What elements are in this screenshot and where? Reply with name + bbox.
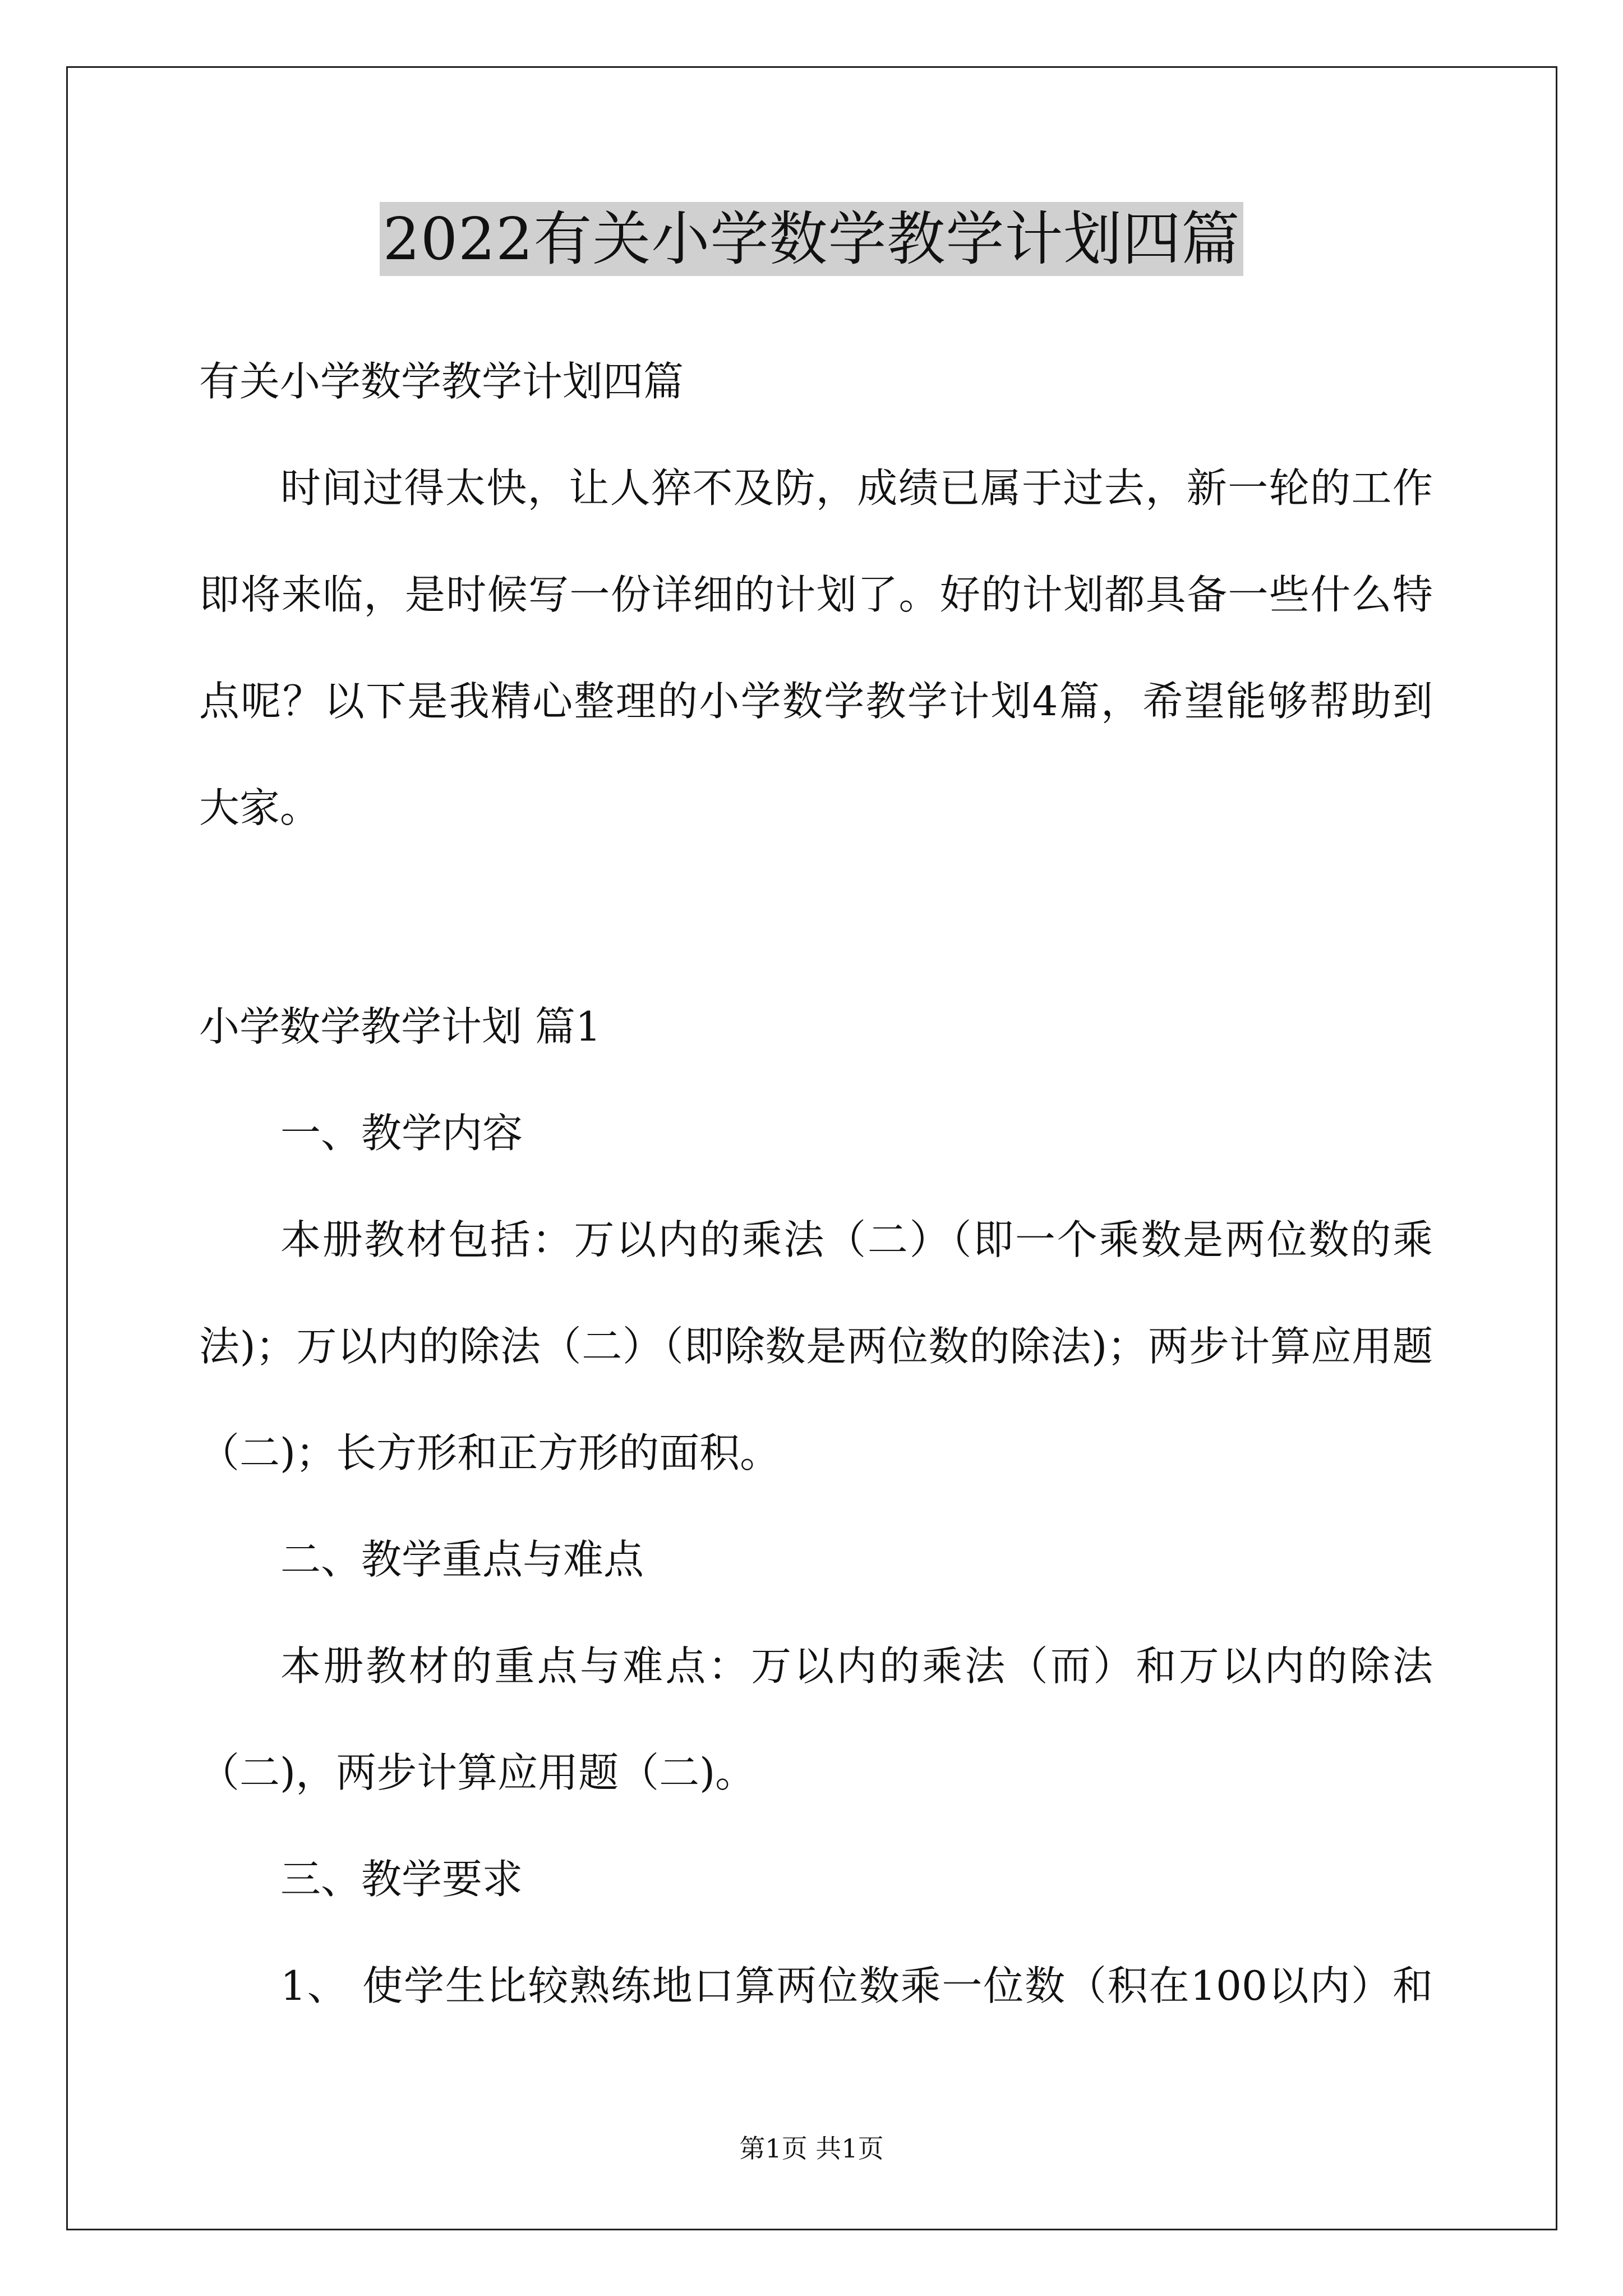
paragraph-line: （二)；长方形和正方形的面积。 (199, 1429, 781, 1476)
paragraph-line: 大家。 (199, 784, 321, 831)
title-container (0, 202, 1623, 276)
paragraph-line: 本册教材包括：万以内的乘法（二）（即一个乘数是两位数的乘 (280, 1216, 1433, 1263)
paragraph-line: （二)，两步计算应用题（二)。 (199, 1749, 756, 1796)
paragraph-line: 1、 使学生比较熟练地口算两位数乘一位数（积在100以内）和 (280, 1962, 1433, 2009)
paragraph-line: 法)；万以内的除法（二）（即除数是两位数的除法)；两步计算应用题 (199, 1323, 1433, 1370)
paragraph-line: 点呢？以下是我精心整理的小学数学教学计划4篇，希望能够帮助到 (199, 678, 1433, 725)
subsection-heading: 一、教学内容 (280, 1110, 523, 1157)
document-title: 2022有关小学数学教学计划四篇 (380, 202, 1244, 276)
paragraph-line: 时间过得太快，让人猝不及防，成绩已属于过去，新一轮的工作 (280, 464, 1433, 512)
subtitle-line: 有关小学数学教学计划四篇 (199, 358, 684, 405)
page-number-footer: 第1页 共1页 (739, 2133, 884, 2164)
paragraph-line: 即将来临，是时候写一份详细的计划了。好的计划都具备一些什么特 (199, 571, 1433, 618)
subsection-heading: 三、教学要求 (280, 1856, 523, 1903)
section-heading: 小学数学教学计划 篇1 (199, 1003, 601, 1050)
paragraph-line: 本册教材的重点与难点：万以内的乘法（而）和万以内的除法 (280, 1642, 1433, 1690)
subsection-heading: 二、教学重点与难点 (280, 1536, 644, 1583)
